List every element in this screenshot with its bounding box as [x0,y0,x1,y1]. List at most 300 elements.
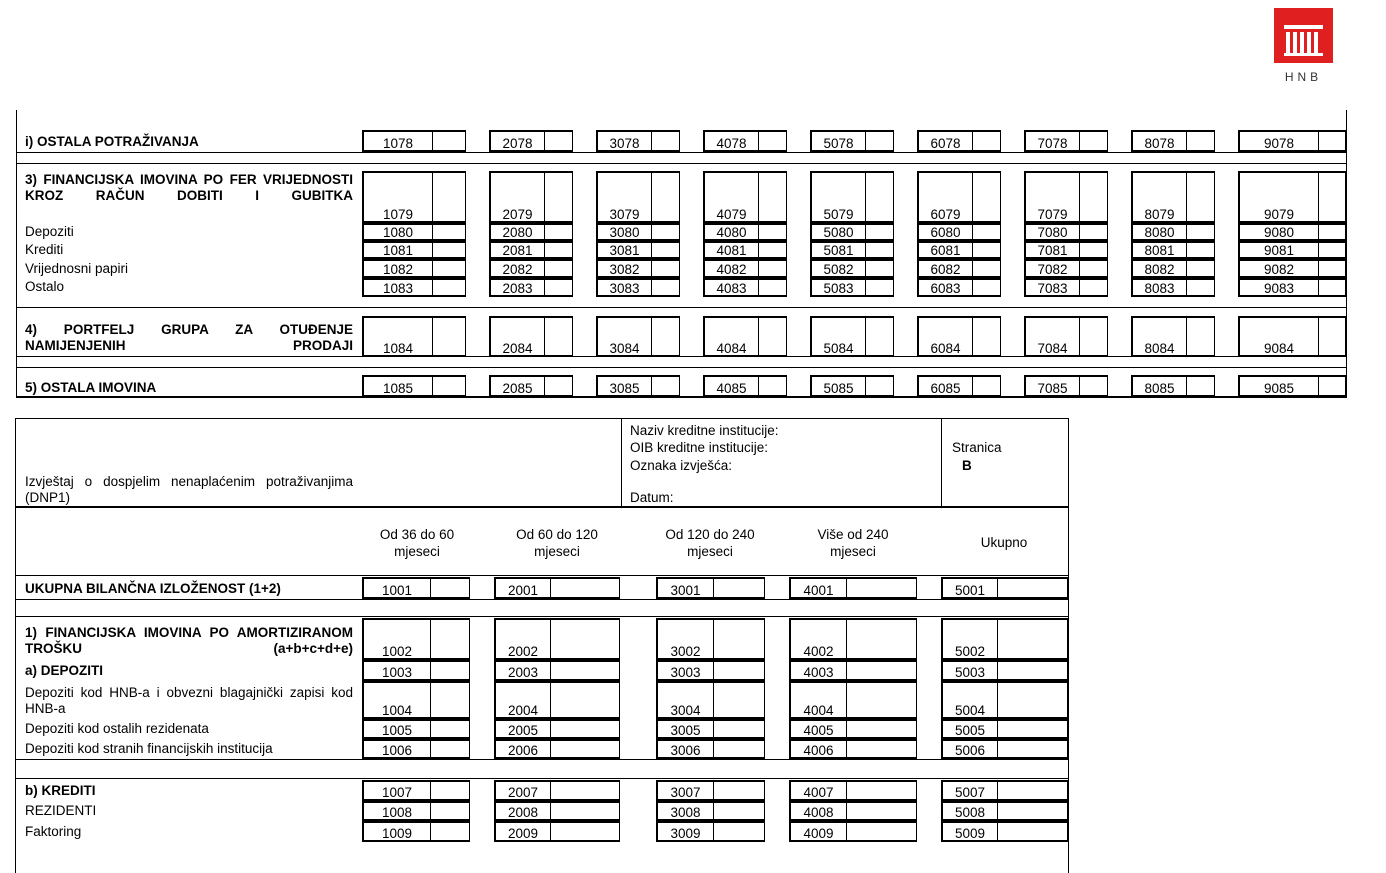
divider [941,418,942,507]
code-cell[interactable] [656,739,765,759]
cell-code: 3009 [670,826,701,841]
code-cell[interactable] [941,577,1068,599]
cell-code: 3078 [609,136,640,151]
cell-divider [972,173,973,222]
row-label: Vrijednosni papiri [25,261,129,276]
cell-divider [1318,377,1319,396]
cell-divider [432,173,433,222]
code-cell[interactable] [941,618,1068,660]
cell-divider [865,261,866,277]
cell-divider [544,280,545,296]
cell-code: 1085 [382,381,414,396]
cell-divider [1079,318,1080,356]
code-cell[interactable] [1131,316,1215,357]
code-cell[interactable] [1238,223,1346,241]
code-cell[interactable] [494,801,620,821]
cell-code: 2007 [507,785,539,800]
row-label: Depoziti kod stranih financijskih institucija [25,741,273,756]
cell-code: 5007 [954,785,986,800]
code-cell[interactable] [494,739,620,759]
code-cell[interactable] [941,719,1068,739]
cell-divider [432,280,433,296]
code-cell[interactable] [1238,259,1346,278]
cell-divider [1079,261,1080,277]
cell-code: 6085 [930,381,961,396]
institution-name-label: Naziv kreditne institucije: [630,423,779,438]
cell-code: 5082 [823,262,854,277]
code-cell[interactable] [917,130,1001,152]
cell-divider [846,683,847,718]
cell-code: 4004 [803,703,834,718]
cell-code: 3002 [670,644,701,659]
code-cell[interactable] [596,223,680,241]
code-cell[interactable] [1131,223,1215,241]
cell-divider [846,662,847,680]
row-label: Ostalo [25,279,65,294]
code-cell[interactable] [1131,375,1215,397]
cell-divider [713,579,714,598]
cell-code: 5009 [954,826,986,841]
cell-code: 2004 [507,703,539,718]
cell-divider [430,803,431,820]
divider [16,152,1346,153]
cell-code: 2080 [502,225,533,240]
code-cell[interactable] [596,278,680,297]
cell-divider [430,683,431,718]
cell-divider [550,741,551,758]
cell-code: 7085 [1037,381,1068,396]
cell-divider [1079,280,1080,296]
cell-code: 1078 [382,136,414,151]
code-cell[interactable] [362,618,470,660]
code-cell[interactable] [362,241,466,259]
cell-divider [544,261,545,277]
cell-code: 2079 [502,207,533,222]
code-cell[interactable] [1024,278,1108,297]
cell-divider [972,318,973,356]
cell-divider [550,803,551,820]
code-cell[interactable] [789,681,917,719]
code-cell[interactable] [703,278,787,297]
cell-code: 3004 [670,703,701,718]
code-cell[interactable] [494,719,620,739]
code-cell[interactable] [596,171,680,223]
cell-code: 5081 [823,243,854,258]
code-cell[interactable] [1024,316,1108,357]
cell-divider [651,261,652,277]
divider [16,307,1346,308]
code-cell[interactable] [789,801,917,821]
cell-divider [972,280,973,296]
cell-code: 1009 [381,826,413,841]
cell-code: 8082 [1144,262,1175,277]
row-label: REZIDENTI [25,803,97,818]
code-cell[interactable] [703,130,787,152]
code-cell[interactable] [789,719,917,739]
cell-divider [713,782,714,800]
row-label: i) OSTALA POTRAŽIVANJA [25,134,199,149]
code-cell[interactable] [1131,130,1215,152]
cell-code: 5002 [954,644,986,659]
code-cell[interactable] [362,223,466,241]
cell-divider [544,243,545,258]
code-cell[interactable] [789,660,917,681]
code-cell[interactable] [362,801,470,821]
cell-code: 6079 [930,207,961,222]
cell-divider [430,620,431,659]
cell-code: 3007 [670,785,701,800]
cell-code: 7081 [1037,243,1068,258]
code-cell[interactable] [810,316,894,357]
row-label: Krediti [25,242,64,257]
divider [621,418,622,507]
code-cell[interactable] [1238,316,1346,357]
code-cell[interactable] [1024,259,1108,278]
code-cell[interactable] [489,316,573,357]
cell-code: 3081 [609,243,640,258]
cell-divider [651,377,652,396]
code-cell[interactable] [656,719,765,739]
cell-code: 1008 [381,805,413,820]
code-cell[interactable] [362,259,466,278]
code-cell[interactable] [1238,241,1346,259]
code-cell[interactable] [789,821,917,842]
cell-code: 2002 [507,644,539,659]
cell-divider [1318,243,1319,258]
cell-divider [1186,243,1187,258]
code-cell[interactable] [1024,241,1108,259]
cell-code: 3001 [670,583,701,598]
cell-code: 4078 [716,136,747,151]
code-cell[interactable] [596,241,680,259]
cell-divider [713,803,714,820]
cell-code: 2005 [507,723,539,738]
code-cell[interactable] [917,171,1001,223]
cell-divider [432,132,433,151]
code-cell[interactable] [941,739,1068,759]
divider [15,599,1069,600]
code-cell[interactable] [362,375,466,397]
cell-divider [651,173,652,222]
code-cell[interactable] [810,171,894,223]
top-left-border [16,110,17,398]
cell-divider [432,318,433,356]
code-cell[interactable] [656,801,765,821]
page-label: Stranica [952,440,1002,455]
cell-divider [550,721,551,738]
cell-divider [846,620,847,659]
cell-divider [1186,280,1187,296]
code-cell[interactable] [917,316,1001,357]
code-cell[interactable] [941,821,1068,842]
code-cell[interactable] [941,801,1068,821]
code-cell[interactable] [1131,259,1215,278]
code-cell[interactable] [362,278,466,297]
cell-code: 5083 [823,281,854,296]
code-cell[interactable] [917,375,1001,397]
cell-divider [550,823,551,841]
cell-divider [1318,280,1319,296]
row-label: Faktoring [25,824,82,839]
code-cell[interactable] [810,241,894,259]
cell-code: 4081 [716,243,747,258]
cell-code: 7078 [1037,136,1068,151]
cell-code: 5078 [823,136,854,151]
code-cell[interactable] [494,780,620,801]
cell-code: 1082 [382,262,414,277]
cell-divider [865,132,866,151]
code-cell[interactable] [362,577,470,599]
cell-code: 1083 [382,281,414,296]
cell-divider [1186,261,1187,277]
cell-divider [1079,243,1080,258]
cell-divider [997,683,998,718]
code-cell[interactable] [810,259,894,278]
code-cell[interactable] [1024,223,1108,241]
cell-divider [544,173,545,222]
cell-code: 1006 [381,743,413,758]
code-cell[interactable] [494,681,620,719]
cell-divider [758,261,759,277]
code-cell[interactable] [489,259,573,278]
code-cell[interactable] [789,739,917,759]
code-cell[interactable] [1238,171,1346,223]
cell-code: 4003 [803,665,834,680]
divider [15,418,1069,419]
code-cell[interactable] [917,241,1001,259]
code-cell[interactable] [362,171,466,223]
code-cell[interactable] [703,171,787,223]
cell-divider [651,318,652,356]
cell-divider [997,782,998,800]
cell-code: 1002 [381,644,413,659]
cell-divider [997,620,998,659]
cell-code: 3080 [609,225,640,240]
page-value: B [962,458,972,473]
cell-code: 8081 [1144,243,1175,258]
code-cell[interactable] [703,259,787,278]
code-cell[interactable] [703,316,787,357]
bottom-right-border [1068,418,1069,873]
cell-divider [550,662,551,680]
code-cell[interactable] [1131,241,1215,259]
cell-code: 3006 [670,743,701,758]
row-label: 3) FINANCIJSKA IMOVINA PO FER VRIJEDNOSTI KROZ RAČUN DOBITI I GUBITKA [25,172,353,203]
cell-divider [1079,173,1080,222]
cell-code: 2003 [507,665,539,680]
cell-divider [651,243,652,258]
code-cell[interactable] [362,821,470,842]
code-cell[interactable] [810,375,894,397]
code-cell[interactable] [489,241,573,259]
code-cell[interactable] [1238,130,1346,152]
cell-divider [972,225,973,240]
code-cell[interactable] [362,130,466,152]
divider [16,367,1346,368]
cell-code: 2085 [502,381,533,396]
cell-divider [430,662,431,680]
code-cell[interactable] [1024,171,1108,223]
cell-code: 5004 [954,703,986,718]
cell-code: 9081 [1263,243,1295,258]
cell-code: 4002 [803,644,834,659]
code-cell[interactable] [810,130,894,152]
code-cell[interactable] [494,577,620,599]
cell-divider [1186,173,1187,222]
column-header: Od 120 do 240 mjeseci [665,527,755,559]
code-cell[interactable] [362,739,470,759]
row-label: 1) FINANCIJSKA IMOVINA PO AMORTIZIRANOM TROŠKU (a+b+c+d+e) [25,625,353,656]
cell-divider [972,132,973,151]
column-header: Od 60 do 120 mjeseci [516,527,598,559]
cell-code: 4006 [803,743,834,758]
code-cell[interactable] [789,780,917,801]
code-cell[interactable] [917,259,1001,278]
cell-code: 6080 [930,225,961,240]
code-cell[interactable] [362,660,470,681]
cell-divider [1318,132,1319,151]
cell-divider [972,377,973,396]
cell-divider [1318,261,1319,277]
cell-divider [713,721,714,738]
cell-divider [758,132,759,151]
code-cell[interactable] [362,719,470,739]
cell-code: 5085 [823,381,854,396]
code-cell[interactable] [362,316,466,357]
code-cell[interactable] [489,171,573,223]
cell-divider [865,377,866,396]
code-cell[interactable] [917,278,1001,297]
cell-divider [846,741,847,758]
cell-code: 9084 [1263,341,1295,356]
code-cell[interactable] [596,259,680,278]
cell-divider [432,225,433,240]
code-cell[interactable] [656,821,765,842]
cell-divider [1079,132,1080,151]
cell-divider [997,579,998,598]
cell-divider [758,318,759,356]
cell-code: 3082 [609,262,640,277]
cell-code: 4083 [716,281,747,296]
code-cell[interactable] [1238,278,1346,297]
code-cell[interactable] [656,660,765,681]
code-cell[interactable] [941,780,1068,801]
cell-code: 9078 [1263,136,1295,151]
code-cell[interactable] [789,577,917,599]
code-cell[interactable] [1131,171,1215,223]
code-cell[interactable] [656,780,765,801]
code-cell[interactable] [703,375,787,397]
cell-code: 6082 [930,262,961,277]
cell-divider [846,782,847,800]
code-cell[interactable] [596,316,680,357]
cell-divider [758,173,759,222]
cell-divider [997,721,998,738]
cell-code: 7082 [1037,262,1068,277]
cell-divider [430,721,431,738]
code-cell[interactable] [1024,375,1108,397]
code-cell[interactable] [810,223,894,241]
cell-divider [1186,132,1187,151]
cell-code: 9082 [1263,262,1295,277]
code-cell[interactable] [941,660,1068,681]
cell-divider [430,823,431,841]
cell-divider [997,803,998,820]
date-label: Datum: [630,490,674,505]
code-cell[interactable] [362,681,470,719]
code-cell[interactable] [494,618,620,660]
hnb-logo [1274,8,1333,63]
cell-code: 5001 [954,583,986,598]
cell-code: 3005 [670,723,701,738]
code-cell[interactable] [494,821,620,842]
code-cell[interactable] [656,618,765,660]
code-cell[interactable] [789,618,917,660]
cell-code: 3085 [609,381,640,396]
cell-divider [1186,318,1187,356]
code-cell[interactable] [489,375,573,397]
code-cell[interactable] [1131,278,1215,297]
cell-code: 6084 [930,341,961,356]
divider [16,163,1346,164]
code-cell[interactable] [596,375,680,397]
cell-code: 7080 [1037,225,1068,240]
code-cell[interactable] [917,223,1001,241]
cell-divider [651,132,652,151]
cell-code: 2078 [502,136,533,151]
cell-code: 2083 [502,281,533,296]
cell-code: 2084 [502,341,533,356]
code-cell[interactable] [656,681,765,719]
code-cell[interactable] [489,130,573,152]
cell-divider [544,225,545,240]
code-cell[interactable] [656,577,765,599]
divider [15,506,1069,508]
cell-code: 3084 [609,341,640,356]
divider [15,616,1069,617]
cell-code: 1005 [381,723,413,738]
code-cell[interactable] [362,780,470,801]
cell-divider [544,318,545,356]
code-cell[interactable] [494,660,620,681]
cell-code: 8084 [1144,341,1175,356]
cell-code: 2006 [507,743,539,758]
cell-divider [758,377,759,396]
code-cell[interactable] [810,278,894,297]
cell-code: 4084 [716,341,747,356]
hnb-building-icon [1274,8,1333,63]
code-cell[interactable] [596,130,680,152]
code-cell[interactable] [1024,130,1108,152]
cell-code: 6081 [930,243,961,258]
code-cell[interactable] [703,223,787,241]
cell-divider [651,280,652,296]
code-cell[interactable] [489,223,573,241]
code-cell[interactable] [703,241,787,259]
cell-divider [544,132,545,151]
row-label: Depoziti kod ostalih rezidenata [25,721,209,736]
code-cell[interactable] [1238,375,1346,397]
cell-divider [713,741,714,758]
code-cell[interactable] [489,278,573,297]
cell-code: 4080 [716,225,747,240]
code-cell[interactable] [941,681,1068,719]
cell-code: 4007 [803,785,834,800]
cell-code: 2008 [507,805,539,820]
cell-divider [972,261,973,277]
cell-divider [544,377,545,396]
cell-divider [432,261,433,277]
